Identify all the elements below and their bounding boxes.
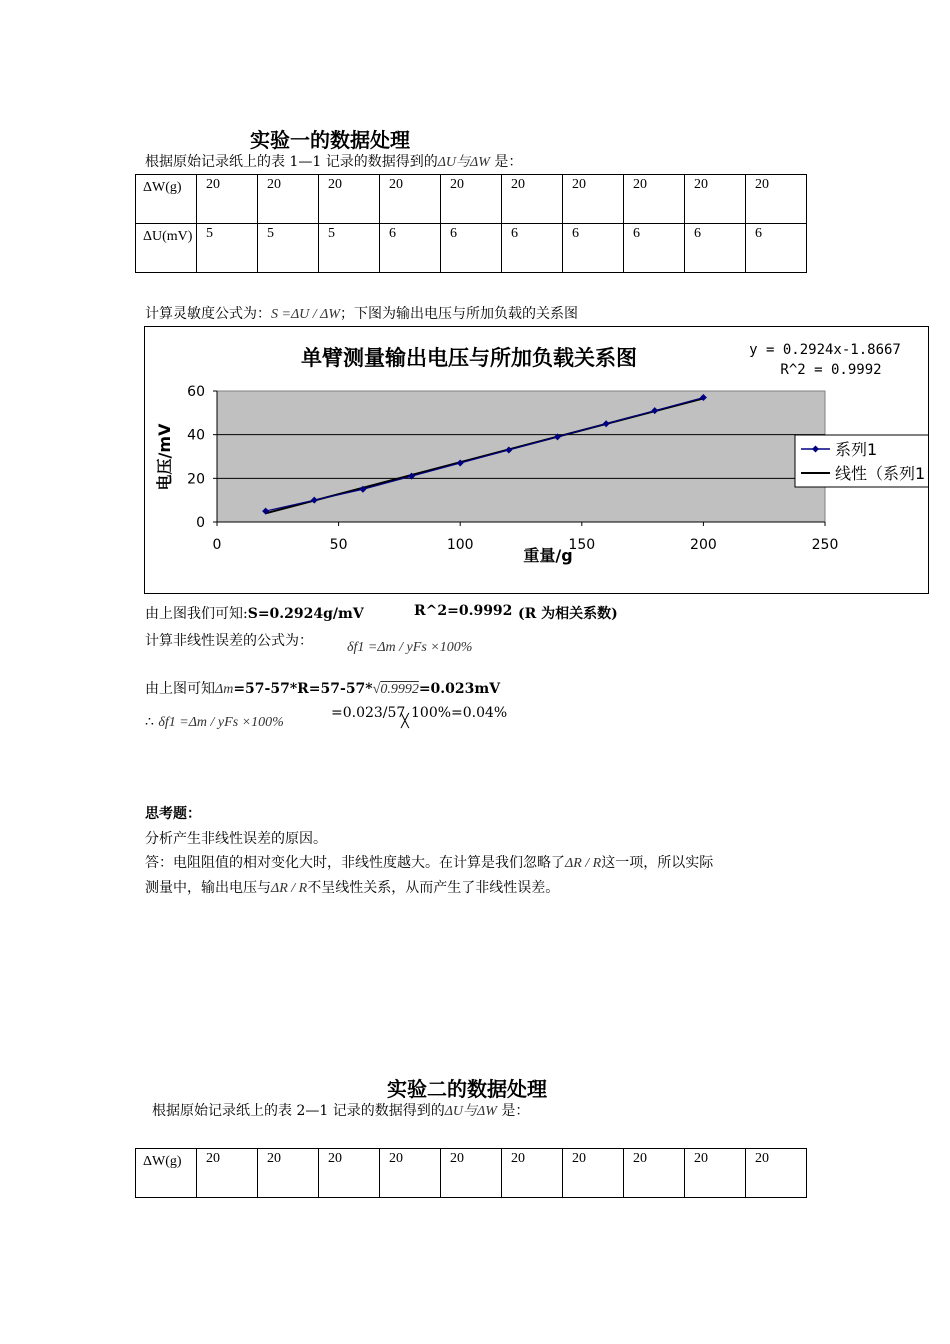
table-cell: 20 xyxy=(380,1149,441,1198)
sqrt-expression: √0.9992 xyxy=(372,682,419,697)
table-cell: 20 xyxy=(563,175,624,224)
table-cell: 20 xyxy=(502,175,563,224)
dm-prefix: 由上图可知 xyxy=(145,681,215,697)
answer-text-c: 测量中，输出电压与 xyxy=(145,880,271,896)
table-cell: 20 xyxy=(380,175,441,224)
y-axis-label: 电压/mV xyxy=(155,423,174,491)
exp2-title: 实验二的数据处理 xyxy=(387,1077,547,1101)
exp1-title: 实验一的数据处理 xyxy=(250,128,410,152)
y-tick-label: 20 xyxy=(187,471,205,488)
table-row xyxy=(136,175,807,224)
y-tick-label: 40 xyxy=(187,427,205,444)
answer-line-1 xyxy=(145,852,713,872)
exp1-intro-math: ΔU与ΔW xyxy=(437,155,490,170)
table-cell: 20 xyxy=(441,1149,502,1198)
table-cell: 6 xyxy=(746,224,807,273)
multiply-sign: ╳ xyxy=(401,714,409,729)
legend xyxy=(795,435,928,487)
x-tick-label: 250 xyxy=(811,537,839,553)
x-tick-label: 100 xyxy=(446,537,474,553)
result-sensitivity: S=0.2924g/mV xyxy=(247,606,364,622)
x-axis-label: 重量/g xyxy=(523,546,573,565)
table-cell: 20 xyxy=(685,1149,746,1198)
result-note: (R 为相关系数) xyxy=(518,606,618,622)
answer-text-b: 这一项，所以实际 xyxy=(601,855,714,871)
answer-text-d: 不呈线性关系，从而产生了非线性误差。 xyxy=(307,880,560,896)
table-cell: 20 xyxy=(258,1149,319,1198)
exp2-intro xyxy=(152,1100,529,1120)
think-title: 思考题： xyxy=(145,806,201,822)
table-cell: 20 xyxy=(197,1149,258,1198)
think-question: 分析产生非线性误差的原因。 xyxy=(145,831,327,847)
therefore-result-1: =0.023/57 xyxy=(331,705,406,721)
exp1-data-table xyxy=(135,174,807,273)
exp2-intro-text: 根据原始记录纸上的表 2—1 记录的数据得到的 xyxy=(152,1103,445,1119)
voltage-load-chart xyxy=(145,327,928,593)
answer-line-2 xyxy=(145,877,559,897)
sensitivity-formula-line xyxy=(145,303,578,323)
table-cell: 20 xyxy=(441,175,502,224)
therefore-result-2: 100%=0.04% xyxy=(411,705,508,721)
x-tick-label: 0 xyxy=(212,537,222,553)
result-line xyxy=(145,603,364,623)
answer-math-1: ΔR / R xyxy=(565,856,602,871)
x-tick-label: 50 xyxy=(329,537,348,553)
table-cell: 20 xyxy=(319,175,380,224)
table-cell: 6 xyxy=(563,224,624,273)
result-r2: R^2=0.9992 xyxy=(414,603,513,619)
table-cell: 20 xyxy=(197,175,258,224)
table-row xyxy=(136,224,807,273)
table-cell: 6 xyxy=(624,224,685,273)
nonlinear-formula: δf1 =Δm / yFs ×100% xyxy=(347,640,473,655)
exp2-intro-suffix: 是： xyxy=(496,1103,530,1119)
exp1-intro xyxy=(145,151,522,171)
table-cell: 20 xyxy=(746,175,807,224)
x-tick-label: 200 xyxy=(690,537,717,553)
legend-series-label: 系列1 xyxy=(835,440,878,459)
exp2-intro-math: ΔU与ΔW xyxy=(444,1104,497,1119)
table-cell: 20 xyxy=(624,1149,685,1198)
table-cell: 20 xyxy=(624,175,685,224)
table-cell: 20 xyxy=(746,1149,807,1198)
sens-prefix: 计算灵敏度公式为： xyxy=(145,306,271,322)
table-cell: 5 xyxy=(197,224,258,273)
sqrt-value: 0.9992 xyxy=(380,682,419,697)
u-header-cell: ΔU(mV) xyxy=(136,224,197,273)
sens-formula: S =ΔU / ΔW xyxy=(271,307,341,322)
answer-text-a: 答：电阻阻值的相对变化大时，非线性度越大。在计算是我们忽略了 xyxy=(145,855,565,871)
chart-container xyxy=(144,326,929,594)
table-cell: 5 xyxy=(258,224,319,273)
result-prefix: 由上图我们可知: xyxy=(145,606,248,622)
sens-suffix: ；下图为输出电压与所加负载的关系图 xyxy=(340,306,579,322)
table-row xyxy=(136,1149,807,1198)
trend-r2: R^2 = 0.9992 xyxy=(780,362,882,378)
dm-symbol: Δm xyxy=(215,682,234,697)
delta-m-line xyxy=(145,678,500,698)
table-cell: 20 xyxy=(502,1149,563,1198)
x-tick-label: 150 xyxy=(568,537,596,553)
legend-trend-label: 线性（系列1 xyxy=(835,464,926,483)
table-cell: 5 xyxy=(319,224,380,273)
table-cell: 20 xyxy=(685,175,746,224)
table-cell: 6 xyxy=(502,224,563,273)
y-tick-label: 60 xyxy=(187,384,205,400)
dm-result: =0.023mV xyxy=(418,681,501,697)
table-cell: 20 xyxy=(563,1149,624,1198)
table-cell: 6 xyxy=(380,224,441,273)
w-header-cell: ΔW(g) xyxy=(136,175,197,224)
table-cell: 20 xyxy=(319,1149,380,1198)
exp1-intro-text: 根据原始记录纸上的表 1—1 记录的数据得到的 xyxy=(145,154,438,170)
exp2-data-table xyxy=(135,1148,807,1198)
exp1-intro-suffix: 是： xyxy=(489,154,523,170)
table-cell: 20 xyxy=(258,175,319,224)
table-cell: 6 xyxy=(441,224,502,273)
y-tick-label: 0 xyxy=(196,515,205,531)
nonlinear-formula-label: 计算非线性误差的公式为： xyxy=(145,633,313,649)
table-cell: 6 xyxy=(685,224,746,273)
therefore-formula: δf1 =Δm / yFs ×100% xyxy=(158,715,284,730)
answer-math-2: ΔR / R xyxy=(271,881,308,896)
therefore-line xyxy=(145,714,284,731)
trend-equation: y = 0.2924x-1.8667 xyxy=(749,342,901,358)
w-header-cell: ΔW(g) xyxy=(136,1149,197,1198)
dm-expr: =57-57*R=57-57* xyxy=(233,681,373,697)
chart-title: 单臂测量输出电压与所加负载关系图 xyxy=(301,346,637,370)
therefore-symbol: ∴ xyxy=(145,714,154,730)
